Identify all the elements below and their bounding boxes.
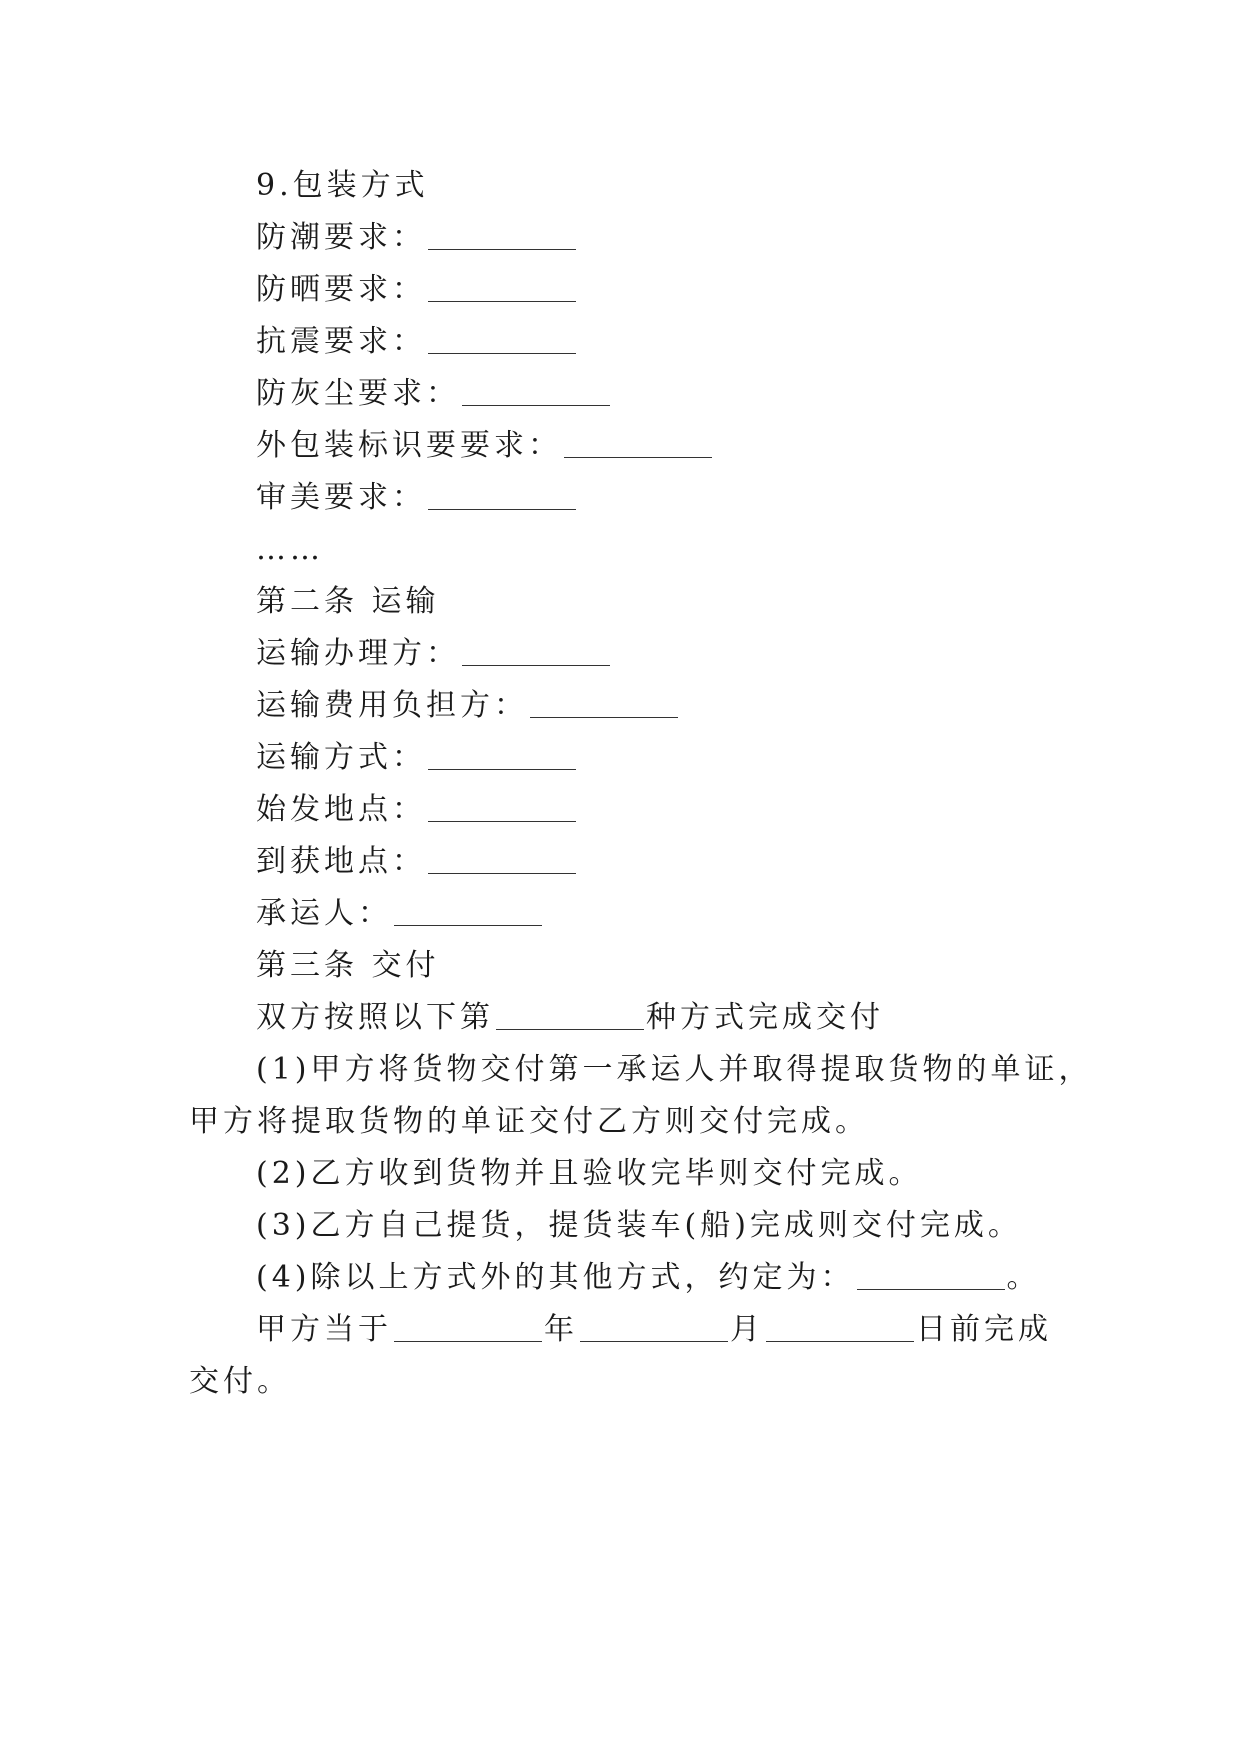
line-text: (1)甲方将货物交付第一承运人并取得提取货物的单证， xyxy=(256,1052,1093,1087)
field-transport-handler xyxy=(256,634,612,674)
line-text: …… xyxy=(256,532,324,567)
delivery-deadline-continued xyxy=(189,1362,291,1402)
line-text: (4)除以上方式外的其他方式，约定为： xyxy=(256,1260,855,1295)
field-shockproof xyxy=(256,322,578,362)
field-aesthetic xyxy=(256,478,578,518)
delivery-deadline xyxy=(256,1310,1052,1350)
delivery-option-1 xyxy=(256,1050,1093,1090)
field-label: 运输方式： xyxy=(256,740,426,775)
line-text: 日前完成 xyxy=(916,1312,1052,1347)
line-text: 双方按照以下第 xyxy=(256,1000,494,1035)
line-text: 9.包装方式 xyxy=(256,168,429,203)
fill-in-blank[interactable] xyxy=(462,403,610,406)
field-origin xyxy=(256,790,578,830)
field-label: 外包装标识要要求： xyxy=(256,428,562,463)
line-text: 月 xyxy=(730,1312,764,1347)
delivery-option-1-continued xyxy=(189,1102,869,1142)
line-text: 种方式完成交付 xyxy=(646,1000,884,1035)
field-destination xyxy=(256,842,578,882)
field-sun-proof xyxy=(256,270,578,310)
line-text: 。 xyxy=(1006,1260,1041,1295)
heading-article-2-transport xyxy=(256,582,440,622)
line-text: 年 xyxy=(544,1312,578,1347)
heading-packaging xyxy=(256,166,429,206)
fill-in-blank[interactable] xyxy=(428,819,576,822)
field-label: 审美要求： xyxy=(256,480,426,515)
line-text: 第二条 运输 xyxy=(256,584,440,619)
field-label: 运输办理方： xyxy=(256,636,460,671)
field-outer-package-marking xyxy=(256,426,714,466)
year-blank[interactable] xyxy=(394,1339,542,1342)
field-label: 抗震要求： xyxy=(256,324,426,359)
fill-in-blank[interactable] xyxy=(394,923,542,926)
field-label: 运输费用负担方： xyxy=(256,688,528,723)
fill-in-blank[interactable] xyxy=(428,299,576,302)
delivery-option-2 xyxy=(256,1154,923,1194)
field-label: 防潮要求： xyxy=(256,220,426,255)
fill-in-blank[interactable] xyxy=(564,455,712,458)
field-transport-mode xyxy=(256,738,578,778)
fill-in-blank[interactable] xyxy=(428,351,576,354)
fill-in-blank[interactable] xyxy=(530,715,678,718)
field-label: 承运人： xyxy=(256,896,392,931)
fill-in-blank[interactable] xyxy=(428,767,576,770)
field-moisture-proof xyxy=(256,218,578,258)
line-text: 甲方当于 xyxy=(256,1312,392,1347)
line-text: 甲方将提取货物的单证交付乙方则交付完成。 xyxy=(189,1104,869,1139)
delivery-option-4 xyxy=(256,1258,1041,1298)
field-label: 始发地点： xyxy=(256,792,426,827)
day-blank[interactable] xyxy=(766,1339,914,1342)
fill-in-blank[interactable] xyxy=(428,507,576,510)
field-dustproof xyxy=(256,374,612,414)
field-label: 防灰尘要求： xyxy=(256,376,460,411)
delivery-method-selection xyxy=(256,998,884,1038)
delivery-option-3 xyxy=(256,1206,1022,1246)
field-label: 到获地点： xyxy=(256,844,426,879)
fill-in-blank[interactable] xyxy=(428,871,576,874)
line-text: 交付。 xyxy=(189,1364,291,1399)
fill-in-blank[interactable] xyxy=(428,247,576,250)
line-text: (2)乙方收到货物并且验收完毕则交付完成。 xyxy=(256,1156,923,1191)
line-text: 第三条 交付 xyxy=(256,948,440,983)
field-transport-cost-bearer xyxy=(256,686,680,726)
ellipsis-line xyxy=(256,530,324,570)
fill-in-blank[interactable] xyxy=(496,1027,644,1030)
month-blank[interactable] xyxy=(580,1339,728,1342)
line-text: (3)乙方自己提货，提货装车(船)完成则交付完成。 xyxy=(256,1208,1022,1243)
fill-in-blank[interactable] xyxy=(857,1287,1005,1290)
fill-in-blank[interactable] xyxy=(462,663,610,666)
field-label: 防晒要求： xyxy=(256,272,426,307)
field-carrier xyxy=(256,894,544,934)
heading-article-3-delivery xyxy=(256,946,440,986)
